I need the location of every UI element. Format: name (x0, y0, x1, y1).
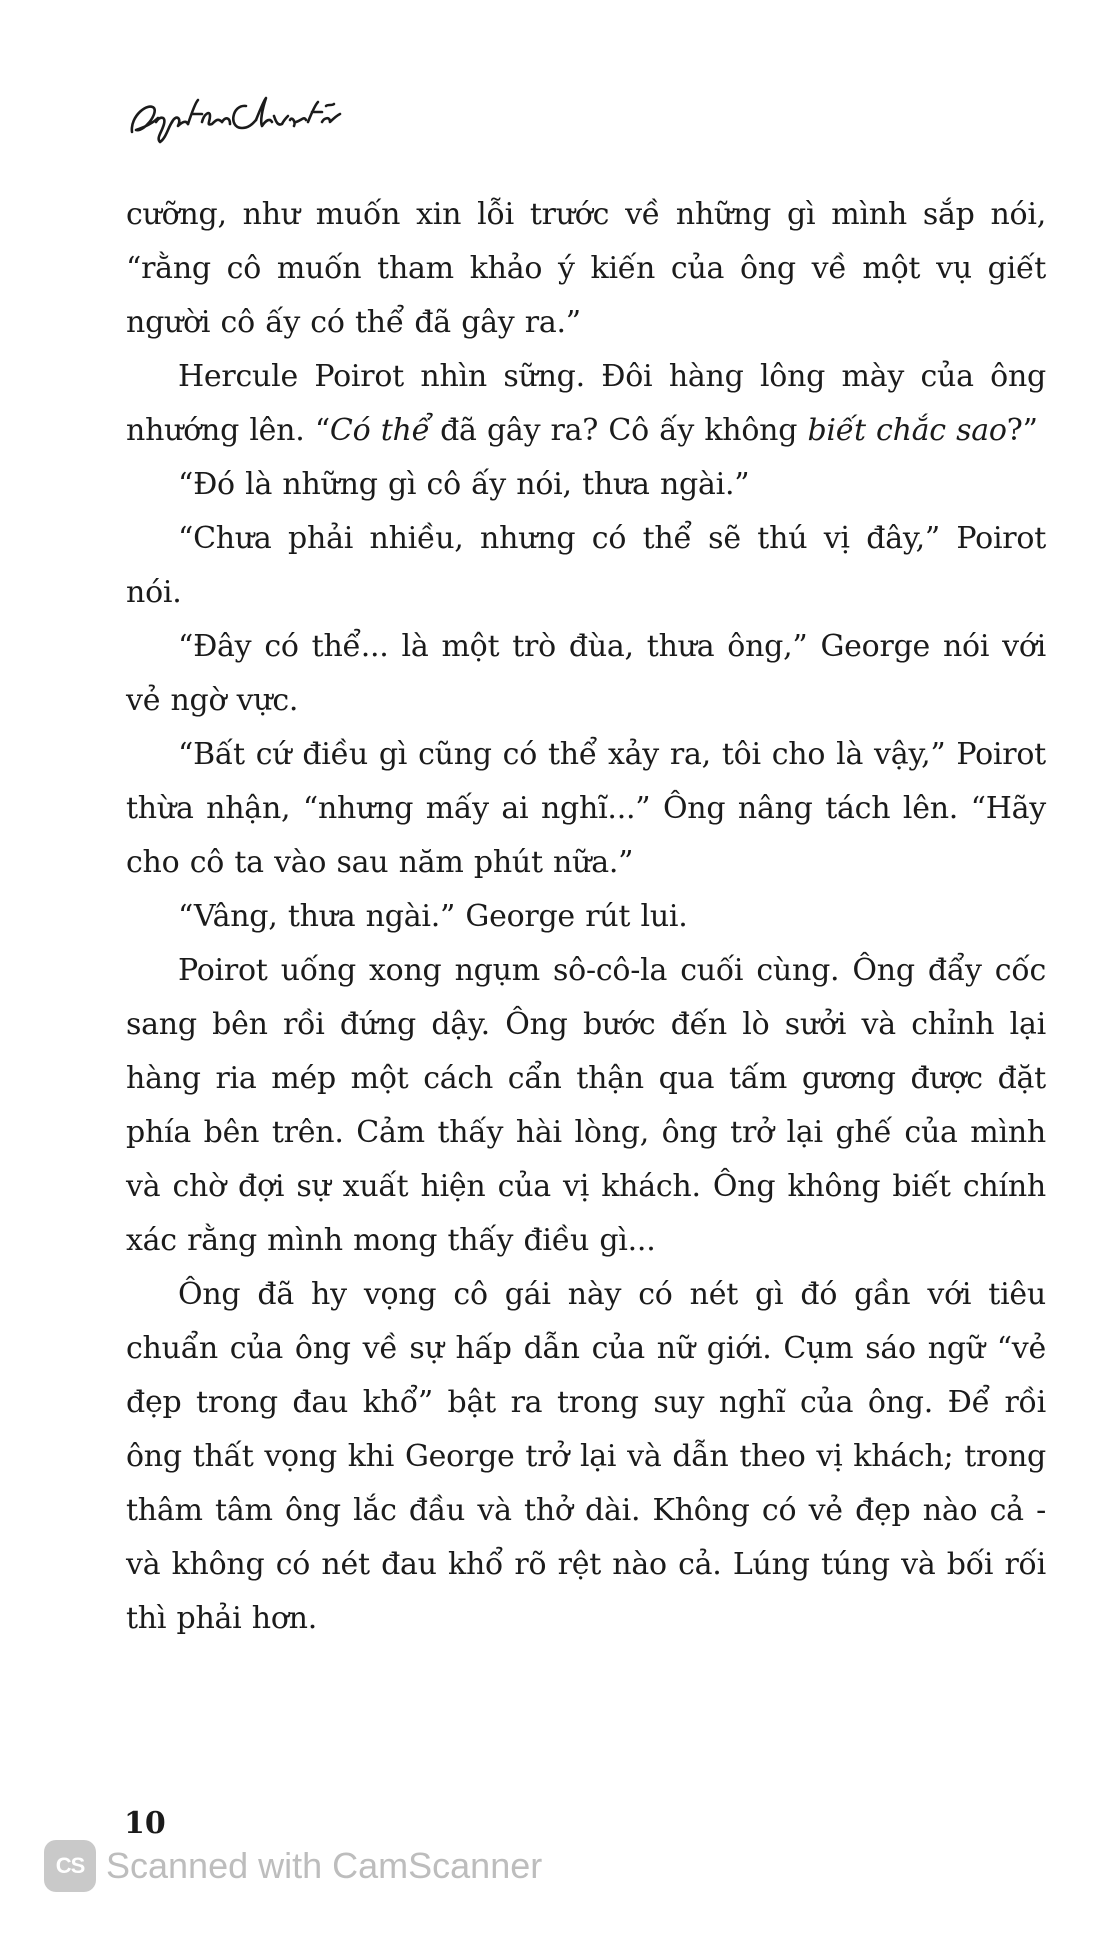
watermark-text: Scanned with CamScanner (106, 1845, 543, 1886)
paragraph (126, 350, 1046, 458)
text-run: đã gây ra? Cô ấy không (429, 413, 808, 448)
author-signature-logo (126, 92, 346, 148)
paragraph: Ông đã hy vọng cô gái này có nét gì đó gần với tiêu chuẩn của ông về sự hấp dẫn của nữ giới. Cụm sáo ngữ “vẻ đẹp trong đau khổ” bật ra trong suy nghĩ của ông. Để rồi ông thất vọng khi George trở lại và dẫn theo vị khách; trong thâm tâm ông lắc đầu và thở dài. Không có vẻ đẹp nào cả - và không có nét đau khổ rõ rệt nào cả. Lúng túng và bối rối thì phải hơn. (126, 1277, 1046, 1636)
body-text (126, 188, 1046, 1646)
paragraph: cưỡng, như muốn xin lỗi trước về những gì mình sắp nói, “rằng cô muốn tham khảo ý kiến của ông về một vụ giết người cô ấy có thể đã gây ra.” (126, 197, 1046, 340)
page-number: 10 (124, 1806, 166, 1841)
emphasis-text: Có thể (329, 413, 430, 448)
paragraph: Poirot uống xong ngụm sô-cô-la cuối cùng. Ông đẩy cốc sang bên rồi đứng dậy. Ông bước đến lò sưởi và chỉnh lại hàng ria mép một cách cẩn thận qua tấm gương được đặt phía bên trên. Cảm thấy hài lòng, ông trở lại ghế của mình và chờ đợi sự xuất hiện của vị khách. Ông không biết chính xác rằng mình mong thấy điều gì... (126, 953, 1046, 1258)
paragraph: “Đó là những gì cô ấy nói, thưa ngài.” (178, 467, 750, 502)
paragraph: “Bất cứ điều gì cũng có thể xảy ra, tôi cho là vậy,” Poirot thừa nhận, “nhưng mấy ai nghĩ...” Ông nâng tách lên. “Hãy cho cô ta vào sau năm phút nữa.” (126, 737, 1046, 880)
camscanner-logo-icon: CS (44, 1840, 96, 1892)
emphasis-text: biết chắc sao (807, 413, 1007, 448)
paragraph: “Đây có thể... là một trò đùa, thưa ông,” George nói với vẻ ngờ vực. (126, 629, 1046, 718)
text-run: Hercule Poirot nhìn sững. Đôi hàng lông mày của ông nhướng lên. “ (126, 359, 1046, 448)
paragraph: “Chưa phải nhiều, nhưng có thể sẽ thú vị đây,” Poirot nói. (126, 521, 1046, 610)
paragraph: “Vâng, thưa ngài.” George rút lui. (178, 899, 688, 934)
scanner-watermark (44, 1840, 542, 1892)
text-run: ?” (1006, 413, 1038, 448)
